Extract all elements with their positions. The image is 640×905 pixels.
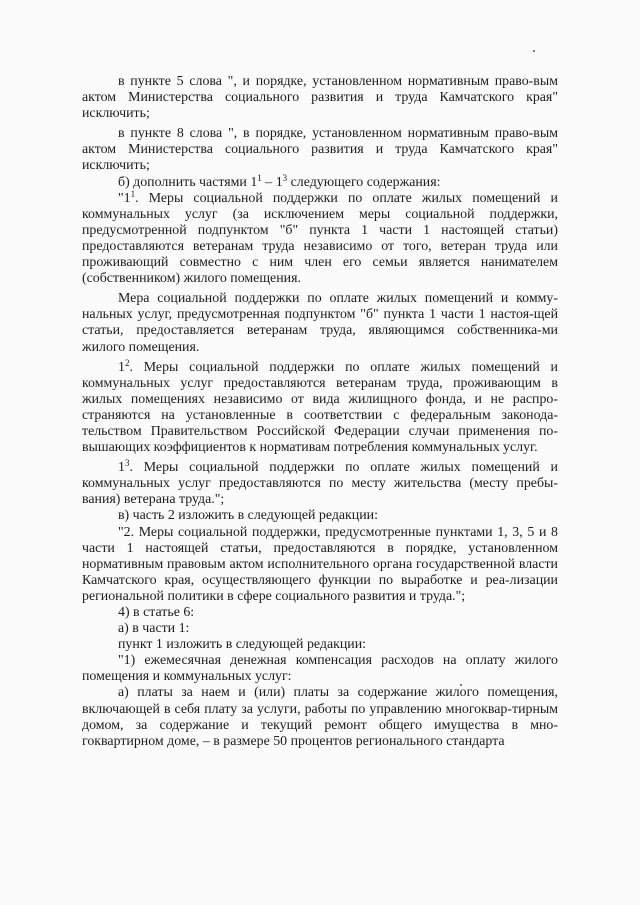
document-text xyxy=(82,74,558,750)
paragraph: в пункте 8 слова ", в порядке, установленном нормативным право-вым актом Министерства социального развития и труда Камчатского края" исключить; xyxy=(82,126,558,174)
paragraph: в) часть 2 изложить в следующей редакции: xyxy=(118,508,378,524)
paragraph: а) платы за наем и (или) платы за содержание жилого помещения, включающей в себя плату за услуги, работы по управлению многоквар-тирным домом, за содержание и текущий ремонт общего имущества в мно-гоквартирном доме, – в размере 50 процентов регионального стандарта xyxy=(82,685,558,749)
paragraph: $1^3$. Меры социальной поддержки по оплате жилых помещений и коммунальных услуг предоставляются по месту жительства (месту пребы-вания) ветерана труда."; xyxy=(82,458,558,508)
paragraph: "2. Меры социальной поддержки, предусмотренные пунктами 1, 3, 5 и 8 части 1 настоящей статьи, предоставляются в порядке, установленном нормативным правовым актом исполнительного органа государственной власти Камчатского края, осуществляющего функции по выработке и реа-лизации региональной политики в сфере социального развития и труда."; xyxy=(82,524,558,604)
scan-speck xyxy=(533,50,535,52)
paragraph: $1^2$. Меры социальной поддержки по оплате жилых помещений и коммунальных услуг предоставляются ветеранам труда, проживающим в жилых помещениях независимо от вида жилищного фонда, и не распро-страняются на установленные в соответствии с федеральным законода-тельством Правительством Российской Федерации случаи применения по-вышающих коэффициентов к нормативам потребления коммунальных услуг. xyxy=(82,357,558,456)
paragraph: "$1^1$. Меры социальной поддержки по оплате жилых помещений и коммунальных услуг (за исключением меры социальной поддержки, предусмотренной подпунктом "б" пункта 1 части 1 настоящей статьи) предоставляются ветеранам труда независимо от того, ветеран труда или проживающий совместно с ним член его семьи является нанимателем (собственником) жилого помещения. xyxy=(82,188,558,287)
paragraph: пункт 1 изложить в следующей редакции: xyxy=(118,637,367,653)
paragraph: б) дополнить частями $1^1 - 1^3$ следующего содержания: xyxy=(118,172,441,190)
paragraph: 4) в статье 6: xyxy=(118,605,195,620)
paragraph: а) в части 1: xyxy=(118,621,190,637)
paragraph: Мера социальной поддержки по оплате жилых помещений и комму-нальных услуг, предусмотренная подпунктом "б" пункта 1 части 1 настоя-щей статьи, предоставляется ветеранам труда, являющимся собственника-ми жилого помещения. xyxy=(82,291,558,355)
paragraph: "1) ежемесячная денежная компенсация расходов на оплату жилого помещения и коммунальных услуг: xyxy=(82,653,558,685)
paragraph: в пункте 5 слова ", и порядке, установленном нормативным право-вым актом Министерства социального развития и труда Камчатского края" исключить; xyxy=(82,74,558,122)
